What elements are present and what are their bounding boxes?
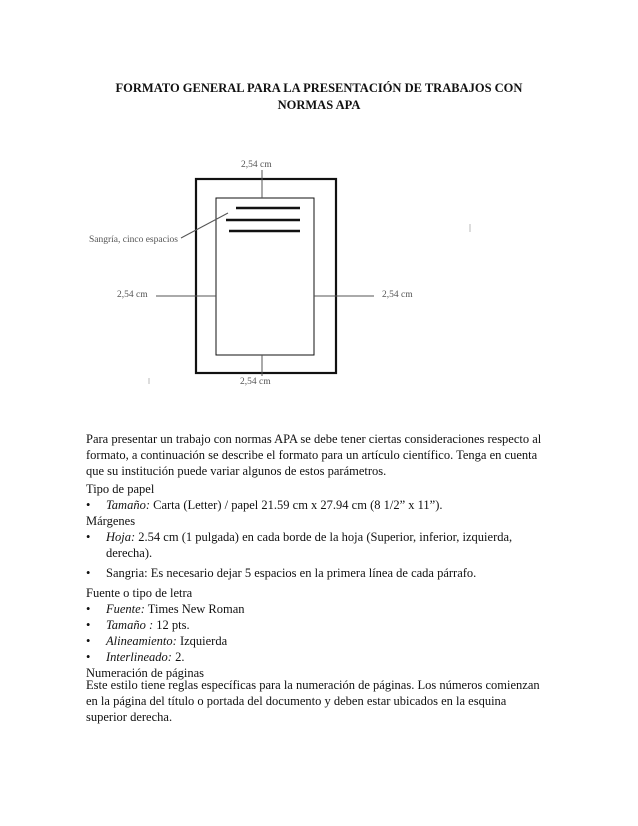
page-title bbox=[90, 80, 548, 114]
outer-sheet-border bbox=[196, 179, 336, 373]
bullet-icon: • bbox=[86, 650, 91, 664]
title-line-2: NORMAS APA bbox=[277, 98, 361, 112]
title-line-1: FORMATO GENERAL PARA LA PRESENTACIÓN DE TRABAJOS CON bbox=[115, 81, 523, 95]
list-item-size bbox=[86, 617, 556, 633]
indent-label: Sangría, cinco espacios bbox=[89, 235, 178, 245]
size-label: Tamaño : bbox=[106, 618, 154, 632]
bullet-icon: • bbox=[86, 602, 91, 616]
closing-line-2: en la página del título o portada del documento y deben estar ubicados en la esquina bbox=[86, 694, 507, 708]
indent-indicator bbox=[181, 213, 228, 238]
bullet-icon: • bbox=[86, 634, 91, 648]
sheet-value-continued: derecha). bbox=[106, 546, 153, 560]
closing-line-1: Este estilo tiene reglas específicas para la numeración de páginas. Los números comienzan bbox=[86, 678, 540, 692]
page-numbering-heading: Numeración de páginas bbox=[86, 666, 205, 680]
bottom-margin-label: 2,54 cm bbox=[240, 377, 271, 387]
margin-diagram bbox=[0, 0, 638, 400]
bullet-icon: • bbox=[86, 618, 91, 632]
list-item-font bbox=[86, 601, 556, 617]
size-value: 12 pts. bbox=[153, 618, 190, 632]
bullet-icon: • bbox=[86, 530, 91, 544]
intro-line-3: que su institución puede variar algunos de estos parámetros. bbox=[86, 464, 387, 478]
paper-size-label: Tamaño: bbox=[106, 498, 150, 512]
intro-line-2: formato, a continuación se describe el formato para un artículo científico. Tenga en cuenta bbox=[86, 448, 538, 462]
list-item-sheet bbox=[86, 529, 556, 561]
margin-diagram-drawing bbox=[0, 0, 638, 400]
spacing-label: Interlineado: bbox=[106, 650, 172, 664]
paper-size-value: Carta (Letter) / papel 21.59 cm x 27.94 cm (8 1/2” x 11”). bbox=[150, 498, 443, 512]
list-item-indent bbox=[86, 565, 556, 581]
font-label: Fuente: bbox=[106, 602, 145, 616]
font-value: Times New Roman bbox=[144, 602, 245, 616]
list-item-spacing bbox=[86, 649, 556, 665]
spacing-value: 2. bbox=[171, 650, 185, 664]
intro-line-1: Para presentar un trabajo con normas APA se debe tener ciertas consideraciones respecto al bbox=[86, 432, 542, 446]
bullet-icon: • bbox=[86, 566, 91, 580]
paper-type-heading: Tipo de papel bbox=[86, 482, 155, 496]
closing-paragraph bbox=[86, 677, 556, 725]
top-margin-label: 2,54 cm bbox=[241, 160, 272, 170]
bullet-icon: • bbox=[86, 498, 91, 512]
margins-heading: Márgenes bbox=[86, 514, 136, 528]
inner-text-area bbox=[216, 198, 314, 355]
closing-line-3: superior derecha. bbox=[86, 710, 173, 724]
indent-item-text: Sangria: Es necesario dejar 5 espacios en la primera línea de cada párrafo. bbox=[106, 566, 477, 580]
left-margin-label: 2,54 cm bbox=[117, 290, 148, 300]
alignment-label: Alineamiento: bbox=[106, 634, 177, 648]
format-list bbox=[86, 481, 556, 681]
right-margin-label: 2,54 cm bbox=[382, 290, 413, 300]
list-item-paper-size bbox=[86, 497, 556, 513]
list-item-alignment bbox=[86, 633, 556, 649]
intro-paragraph bbox=[86, 431, 556, 479]
alignment-value: Izquierda bbox=[176, 634, 228, 648]
font-heading: Fuente o tipo de letra bbox=[86, 586, 193, 600]
sheet-label: Hoja: bbox=[106, 530, 136, 544]
sheet-value: 2.54 cm (1 pulgada) en cada borde de la hoja (Superior, inferior, izquierda, bbox=[135, 530, 513, 544]
